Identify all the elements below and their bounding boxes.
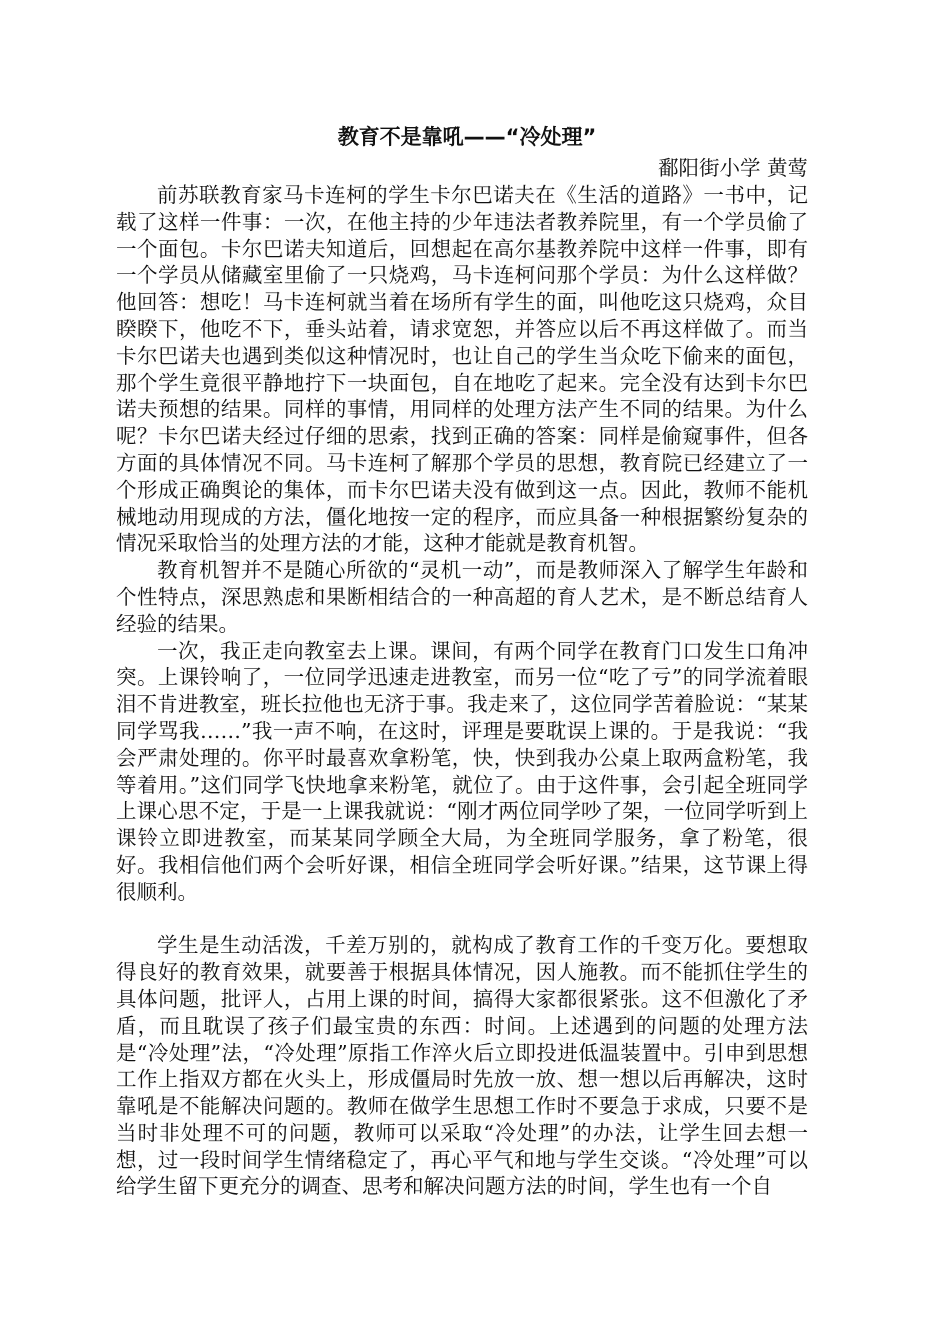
blank-line bbox=[116, 906, 808, 933]
document-title: 教育不是靠吼——“冷处理” bbox=[337, 125, 597, 149]
paragraph-1: 前苏联教育家马卡连柯的学生卡尔巴诺夫在《生活的道路》一书中，记载了这样一件事：一次，在他主持的少年违法者教养院里，有一个学员偷了一个面包。卡尔巴诺夫知道后，回想起在高尔基教养院中这样一件事，即有一个学员从储藏室里偷了一只烧鸡，马卡连柯问那个学员：为什么这样做？他回答：想吃！马卡连柯就当着在场所有学生的面，叫他吃这只烧鸡，众目睽睽下，他吃不下，垂头站着，请求宽恕，并答应以后不再这样做了。而当卡尔巴诺夫也遇到类似这种情况时，也让自己的学生当众吃下偷来的面包，那个学生竟很平静地拧下一块面包，自在地吃了起来。完全没有达到卡尔巴诺夫预想的结果。同样的事情，用同样的处理方法产生不同的结果。为什么呢？卡尔巴诺夫经过仔细的思索，找到正确的答案：同样是偷窥事件，但各方面的具体情况不同。马卡连柯了解那个学员的思想，教育院已经建立了一个形成正确舆论的集体，而卡尔巴诺夫没有做到这一点。因此，教师不能机械地动用现成的方法，僵化地按一定的程序，而应具备一种根据繁纷复杂的情况采取恰当的处理方法的才能，这种才能就是教育机智。 bbox=[116, 183, 808, 556]
paragraph-4: 学生是生动活泼，千差万别的，就构成了教育工作的千变万化。要想取得良好的教育效果，就要善于根据具体情况，因人施教。而不能抓住学生的具体问题，批评人，占用上课的时间，搞得大家都很紧张。这不但激化了矛盾，而且耽误了孩子们最宝贵的东西：时间。上述遇到的问题的处理方法是“冷处理”法，“冷处理”原指工作淬火后立即投进低温装置中。引申到思想工作上指双方都在火头上，形成僵局时先放一放、想一想以后再解决，这时靠吼是不能解决问题的。教师在做学生思想工作时不要急于求成，只要不是当时非处理不可的问题，教师可以采取“冷处理”的办法，让学生回去想一想，过一段时间学生情绪稳定了，再心平气和地与学生交谈。“冷处理”可以给学生留下更充分的调查、思考和解决问题方法的时间，学生也有一个自 bbox=[116, 933, 808, 1199]
paragraph-3: 一次，我正走向教室去上课。课间，有两个同学在教育门口发生口角冲突。上课铃响了，一位同学迅速走进教室，而另一位“吃了亏”的同学流着眼泪不肯进教室，班长拉他也无济于事。我走来了，这位同学苦着脸说：“某某同学骂我……”我一声不响，在这时，评理是要耽误上课的。于是我说：“我会严肃处理的。你平时最喜欢拿粉笔，快，快到我办公桌上取两盒粉笔，我等着用。”这们同学飞快地拿来粉笔，就位了。由于这件事，会引起全班同学上课心思不定，于是一上课我就说：“刚才两位同学吵了架，一位同学听到上课铃立即进教室，而某某同学顾全大局，为全班同学服务，拿了粉笔，很好。我相信他们两个会听好课，相信全班同学会听好课。”结果，这节课上得很顺利。 bbox=[116, 638, 808, 904]
author-line: 鄱阳街小学 黄莺 bbox=[657, 156, 808, 180]
document-page bbox=[116, 120, 808, 1200]
paragraph-2: 教育机智并不是随心所欲的“灵机一动”，而是教师深入了解学生年龄和个性特点，深思熟虑和果断相结合的一种高超的育人艺术，是不断总结育人经验的结果。 bbox=[116, 558, 808, 636]
